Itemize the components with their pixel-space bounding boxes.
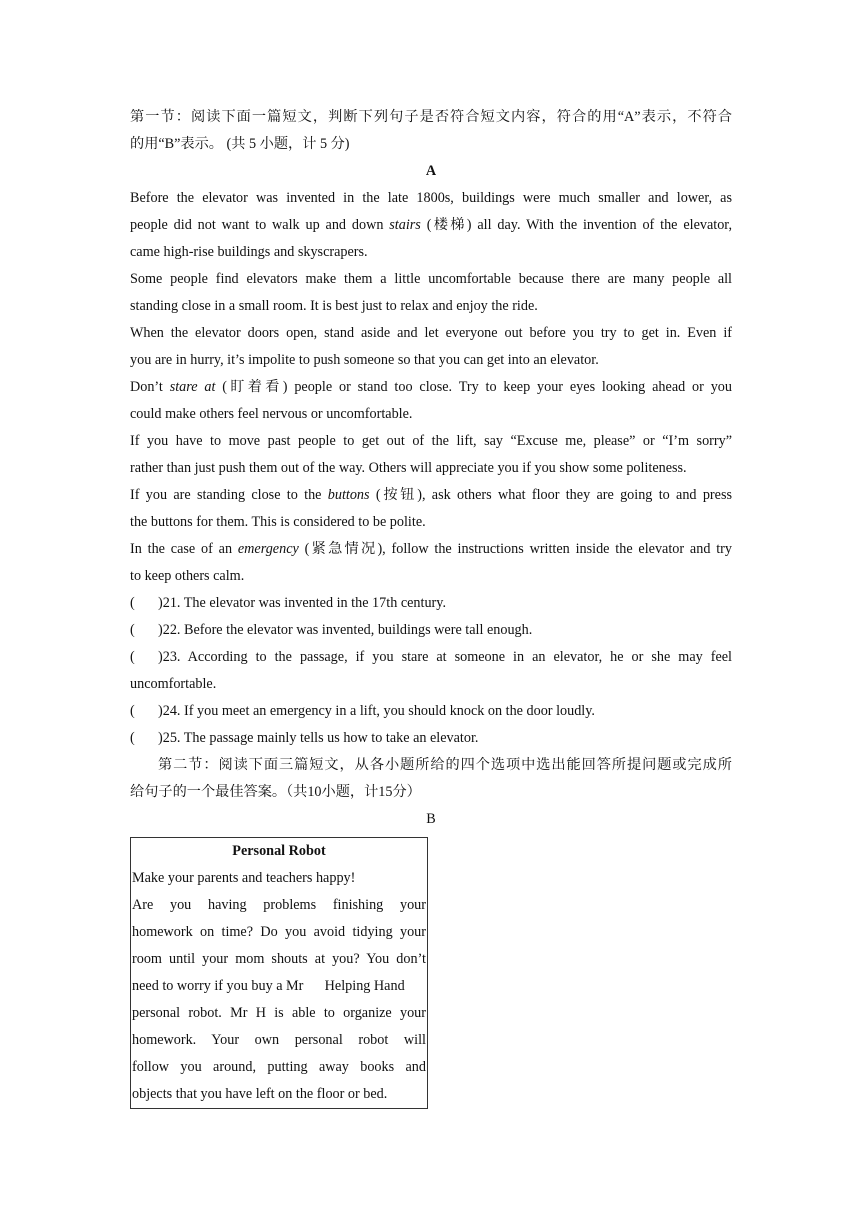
glossed-word-buttons: buttons <box>327 487 370 503</box>
text-span: (紧急情况), follow the instructions written inside the elevator and try <box>298 541 732 557</box>
passage-b-letter: B <box>426 811 436 827</box>
answer-blank: ( <box>130 703 135 719</box>
question-text: )24. If you meet an emergency in a lift, you should knock on the door loudly. <box>158 703 595 719</box>
passage-a-p6-line2: the buttons for them. This is considered to be polite. <box>130 514 426 530</box>
passage-a-p1-line1: Before the elevator was invented in the late 1800s, buildings were much smaller and lower, as <box>130 190 732 206</box>
glossed-word-stare-at: stare at <box>169 379 216 395</box>
answer-blank: ( <box>130 595 135 611</box>
text-span: (楼梯) all day. With the invention of the elevator, <box>420 217 732 233</box>
question-text: )25. The passage mainly tells us how to take an elevator. <box>158 730 479 746</box>
passage-a-p4-line1 <box>130 374 732 401</box>
question-21 <box>130 590 732 617</box>
answer-blank: ( <box>130 730 135 746</box>
section2-instructions <box>130 752 732 806</box>
text-span: people did not want to walk up and down <box>130 217 390 233</box>
ad-line: objects that you have left on the floor or bed. <box>132 1086 388 1102</box>
passage-a-p3-line1: When the elevator doors open, stand aside and let everyone out before you try to get in. Even if <box>130 325 732 341</box>
question-text: )21. The elevator was invented in the 17th century. <box>158 595 446 611</box>
answer-blank: ( <box>130 622 135 638</box>
passage-a-p7-line1 <box>130 536 732 563</box>
ad-line: personal robot. Mr H is able to organize your <box>132 1005 426 1021</box>
passage-a-p1-line3: came high-rise buildings and skyscrapers. <box>130 244 368 260</box>
text-span: In the case of an <box>130 541 238 557</box>
ad-title: Personal Robot <box>232 843 326 859</box>
section1-instructions <box>130 104 732 158</box>
section1-instruction-line1: 第一节：阅读下面一篇短文，判断下列句子是否符合短文内容，符合的用“A”表示，不符合 <box>130 109 732 125</box>
text-span: If you are standing close to the <box>130 487 328 503</box>
document-page <box>130 104 732 1109</box>
text-span: Don’t <box>130 379 170 395</box>
ad-line: Are you having problems finishing your <box>132 897 426 913</box>
ad-line: need to worry if you buy a Mr Helping Hand <box>132 978 405 994</box>
passage-a-p4-line2: could make others feel nervous or uncomfortable. <box>130 406 413 422</box>
ad-line: room until your mom shouts at you? You don’t <box>132 951 426 967</box>
glossed-word-stairs: stairs <box>389 217 421 233</box>
question-23 <box>130 644 732 671</box>
answer-blank: ( <box>130 649 135 665</box>
passage-a-p1-line2 <box>130 212 732 239</box>
section1-instruction-line2: 的用“B”表示。 (共 5 小题，计 5 分) <box>130 136 350 152</box>
question-list <box>130 590 732 752</box>
passage-a-p7-line2: to keep others calm. <box>130 568 245 584</box>
text-span: (盯着看) people or stand too close. Try to keep your eyes looking ahead or you <box>215 379 732 395</box>
passage-a-p6-line1 <box>130 482 732 509</box>
personal-robot-ad-box <box>130 837 428 1109</box>
passage-a-p2-line1: Some people find elevators make them a little uncomfortable because there are many people all <box>130 271 732 287</box>
passage-a-p2-line2: standing close in a small room. It is best just to relax and enjoy the ride. <box>130 298 538 314</box>
question-25 <box>130 725 732 752</box>
glossed-word-emergency: emergency <box>237 541 299 557</box>
passage-a-p5-line2: rather than just push them out of the way. Others will appreciate you if you show some politeness. <box>130 460 687 476</box>
question-text: )23. According to the passage, if you stare at someone in an elevator, he or she may feel <box>158 649 732 665</box>
question-22 <box>130 617 732 644</box>
passage-a-letter: A <box>425 163 437 179</box>
passage-a-p5-line1: If you have to move past people to get out of the lift, say “Excuse me, please” or “I’m sorry” <box>130 433 732 449</box>
section2-instruction-line2: 给句子的一个最佳答案。（共10小题，计15分） <box>130 784 421 800</box>
passage-a <box>130 185 732 590</box>
question-24 <box>130 698 732 725</box>
question-text: )22. Before the elevator was invented, buildings were tall enough. <box>158 622 533 638</box>
ad-line: homework. Your own personal robot will <box>132 1032 426 1048</box>
passage-a-p3-line2: you are in hurry, it’s impolite to push someone so that you can get into an elevator. <box>130 352 599 368</box>
section2-instruction-line1: 第二节：阅读下面三篇短文，从各小题所给的四个选项中选出能回答所提问题或完成所 <box>158 757 732 773</box>
ad-line: Make your parents and teachers happy! <box>132 870 356 886</box>
ad-line: follow you around, putting away books and <box>132 1059 426 1075</box>
ad-line: homework on time? Do you avoid tidying your <box>132 924 426 940</box>
text-span: (按钮), ask others what floor they are going to and press <box>369 487 732 503</box>
question-23-continued: uncomfortable. <box>130 676 217 692</box>
